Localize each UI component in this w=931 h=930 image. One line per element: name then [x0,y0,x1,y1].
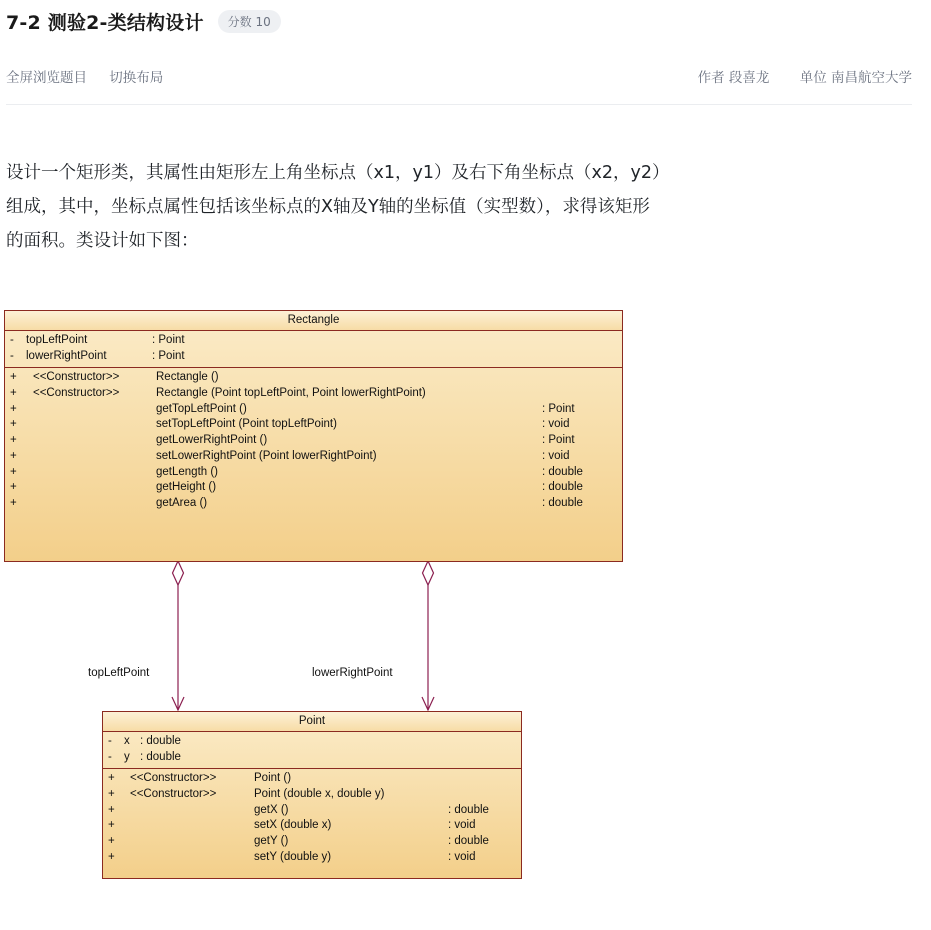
attribute-row [5,333,622,349]
attribute-type: : double [140,750,181,763]
operation-row [5,386,622,402]
attribute-row [5,349,622,365]
visibility: - [10,334,14,346]
operation-signature: setX (double x) [254,819,332,832]
stereotype: <<Constructor>> [33,387,120,400]
operation-row [103,803,521,819]
operations-section [5,368,622,514]
attributes-section [103,732,521,769]
operations-section [103,769,521,868]
visibility: - [10,349,14,362]
operation-signature: Rectangle () [156,371,219,384]
attribute-row [103,734,521,750]
visibility: + [10,449,17,462]
aggregation-diamond-left [173,561,184,585]
fullscreen-link[interactable]: 全屏浏览题目 [6,70,87,86]
operation-signature: setY (double y) [254,850,332,863]
operation-signature: getLength () [156,465,219,478]
attribute-row [103,750,521,766]
uml-class-rectangle [4,310,623,562]
operation-row [103,771,521,787]
return-type: : void [448,850,476,863]
visibility: - [108,750,112,763]
attribute-name: lowerRightPoint [26,349,107,362]
operation-row [5,433,622,449]
visibility: + [10,481,17,494]
stereotype: <<Constructor>> [130,788,217,801]
visibility: + [10,434,17,447]
attribute-name: x [124,735,130,747]
operation-row [5,480,622,496]
author-name: 段喜龙 [728,70,770,86]
visibility: + [10,418,17,431]
operation-row [5,465,622,481]
return-type: : void [542,449,570,462]
problem-title: 7-2 测验2-类结构设计 [6,11,204,34]
attribute-type: : double [140,735,181,747]
visibility: + [108,772,115,785]
operation-signature: Point () [254,772,292,785]
operation-row [5,449,622,465]
class-name: Rectangle [5,311,622,331]
description-line: 组成，其中，坐标点属性包括该坐标点的X轴及Y轴的坐标值（实型数），求得该矩形 [6,197,650,217]
stereotype: <<Constructor>> [33,371,120,384]
operation-signature: Point (double x, double y) [254,788,385,801]
description-line: 的面积。类设计如下图： [6,231,199,251]
description-line: 设计一个矩形类，其属性由矩形左上角坐标点（x1，y1）及右下角坐标点（x2，y2） [6,163,670,183]
visibility: + [10,402,17,415]
operation-signature: getX () [254,803,289,816]
return-type: : Point [542,402,575,415]
operation-signature: getArea () [156,496,208,509]
return-type: : double [542,496,583,509]
operation-signature: setTopLeftPoint (Point topLeftPoint) [156,418,337,431]
return-type: : double [542,481,583,494]
visibility: - [108,735,112,747]
visibility: + [10,465,17,478]
attribute-name: topLeftPoint [26,334,88,346]
operation-signature: getTopLeftPoint () [156,402,247,415]
operation-signature: getHeight () [156,481,217,494]
role-label-top-left: topLeftPoint [88,667,150,679]
return-type: : double [448,803,489,816]
visibility: + [108,835,115,848]
visibility: + [10,371,17,384]
return-type: : double [448,835,489,848]
visibility: + [108,819,115,832]
return-type: : void [448,819,476,832]
visibility: + [108,850,115,863]
aggregation-diamond-right [423,561,434,585]
attribute-type: : Point [152,349,185,362]
author-label: 作者 [697,70,725,86]
score-badge: 分数 10 [218,10,281,33]
operation-row [5,402,622,418]
attribute-type: : Point [152,334,185,346]
unit-label: 单位 [799,70,827,86]
operation-row [5,370,622,386]
visibility: + [10,496,17,509]
operation-row [5,417,622,433]
operation-signature: getLowerRightPoint () [156,434,268,447]
switch-layout-link[interactable]: 切换布局 [109,70,164,86]
visibility: + [108,803,115,816]
operation-row [103,834,521,850]
operation-row [103,818,521,834]
attribute-name: y [124,750,130,763]
attributes-section [5,331,622,368]
operation-signature: getY () [254,835,289,848]
operation-signature: setLowerRightPoint (Point lowerRightPoint) [156,449,377,462]
visibility: + [10,387,17,400]
return-type: : double [542,465,583,478]
return-type: : Point [542,434,575,447]
stereotype: <<Constructor>> [130,772,217,785]
uml-class-point [102,711,522,879]
return-type: : void [542,418,570,431]
operation-row [103,850,521,866]
operation-row [5,496,622,512]
visibility: + [108,788,115,801]
operation-signature: Rectangle (Point topLeftPoint, Point lowerRightPoint) [156,387,426,400]
role-label-lower-right: lowerRightPoint [312,667,393,679]
operation-row [103,787,521,803]
unit-name: 南昌航空大学 [831,70,912,86]
class-name: Point [103,712,521,732]
